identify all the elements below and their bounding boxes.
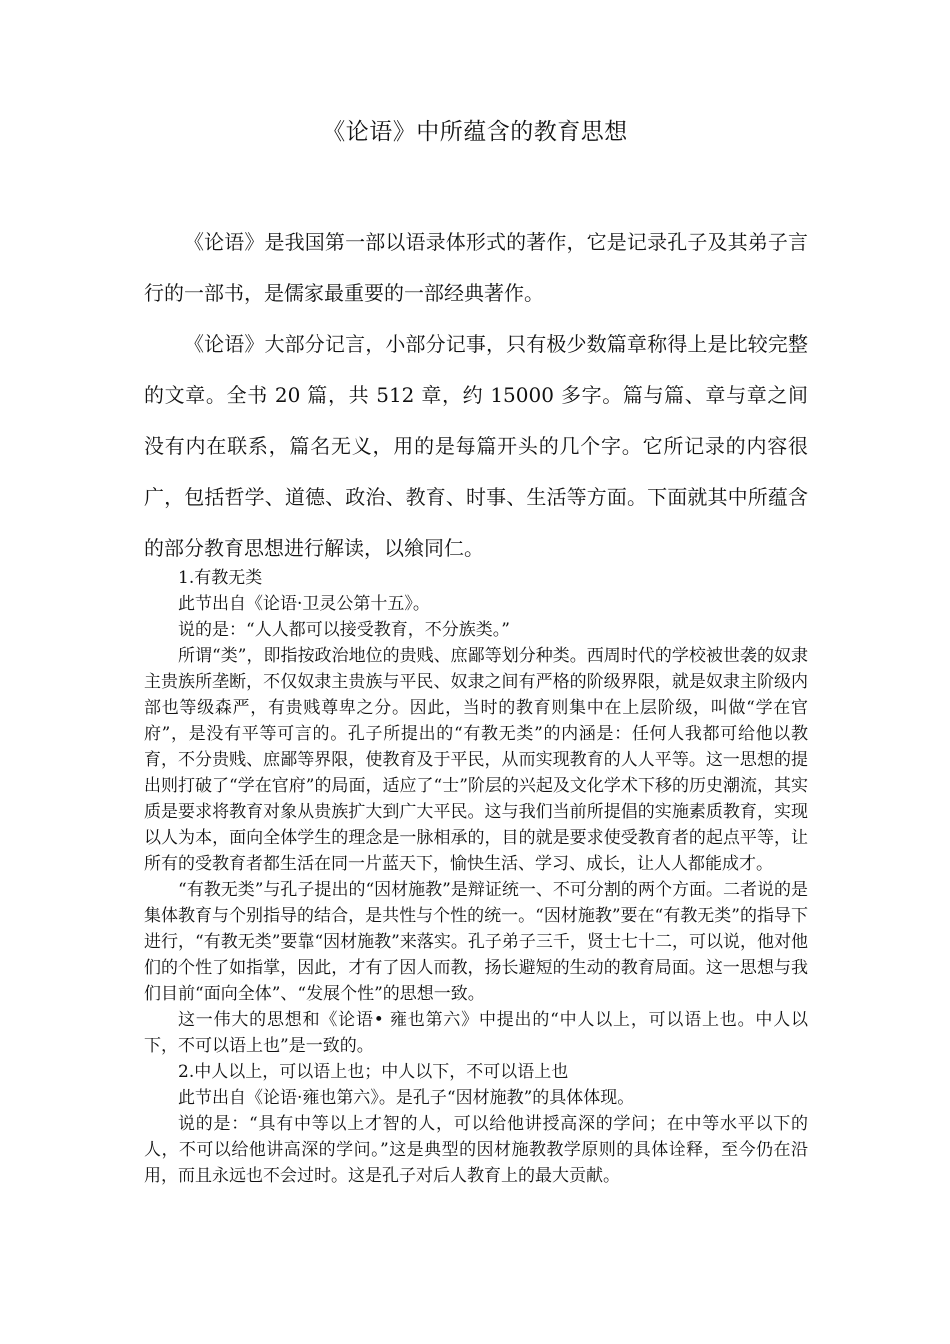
section-heading: 2.中人以上，可以语上也；中人以下，不可以语上也 [178,1062,569,1082]
body-paragraph: 说的是：“具有中等以上才智的人，可以给他讲授高深的学问；在中等水平以下的人，不可以给他讲高深的学问。”这是典型的因材施教教学原则的具体诠释，至今仍在沿用，而且永远也不会过时。这是孔子对后人教育上的最大贡献。 [144,1114,808,1186]
body-paragraph: 说的是：“人人都可以接受教育，不分族类。” [178,620,510,640]
body-paragraph: 此节出自《论语·雍也第六》。是孔子“因材施教”的具体体现。 [178,1088,635,1108]
page-title: 《论语》中所蕴含的教育思想 [322,119,628,145]
body-paragraph: 所谓“类”，即指按政治地位的贵贱、庶鄙等划分种类。西周时代的学校被世袭的奴隶主贵族所垄断，不仅奴隶主贵族与平民、奴隶之间有严格的阶级界限，就是奴隶主阶级内部也等级森严，有贵贱尊卑之分。因此，当时的教育则集中在上层阶级，叫做“学在官府”，是没有平等可言的。孔子所提出的“有教无类”的内涵是：任何人我都可给他以教育，不分贵贱、庶鄙等界限，使教育及于平民，从而实现教育的人人平等。这一思想的提出则打破了“学在官府”的局面，适应了“士”阶层的兴起及文化学术下移的历史潮流，其实质是要求将教育对象从贵族扩大到广大平民。这与我们当前所提倡的实施素质教育，实现以人为本，面向全体学生的理念是一脉相承的，目的就是要求使受教育者的起点平等，让所有的受教育者都生活在同一片蓝天下，愉快生活、学习、成长，让人人都能成才。 [144,646,808,874]
body-section [144,565,808,1189]
body-paragraph: 此节出自《论语·卫灵公第十五》。 [178,594,430,614]
body-paragraph: “有教无类”与孔子提出的“因材施教”是辩证统一、不可分割的两个方面。二者说的是集体教育与个别指导的结合，是共性与个性的统一。“因材施教”要在“有教无类”的指导下进行，“有教无类”要靠“因材施教”来落实。孔子弟子三千，贤士七十二，可以说，他对他们的个性了如指掌，因此，才有了因人而教，扬长避短的生动的教育局面。这一思想与我们目前“面向全体”、“发展个性”的思想一致。 [144,880,808,1004]
intro-paragraph: 《论语》是我国第一部以语录体形式的著作，它是记录孔子及其弟子言行的一部书，是儒家最重要的一部经典著作。 [144,230,808,305]
section-heading: 1.有教无类 [178,568,263,588]
body-paragraph: 这一伟大的思想和《论语• 雍也第六》中提出的“中人以上，可以语上也。中人以下，不可以语上也”是一致的。 [144,1010,808,1056]
intro-paragraph: 《论语》大部分记言，小部分记事，只有极少数篇章称得上是比较完整的文章。全书 20 篇，共 512 章，约 15000 多字。篇与篇、章与章之间没有内在联系，篇名无义，用的是每篇开头的几个字。它所记录的内容很广，包括哲学、道德、政治、教育、时事、生活等方面。下面就其中所蕴含的部分教育思想进行解读，以飨同仁。 [144,332,808,560]
intro-section [144,217,808,574]
